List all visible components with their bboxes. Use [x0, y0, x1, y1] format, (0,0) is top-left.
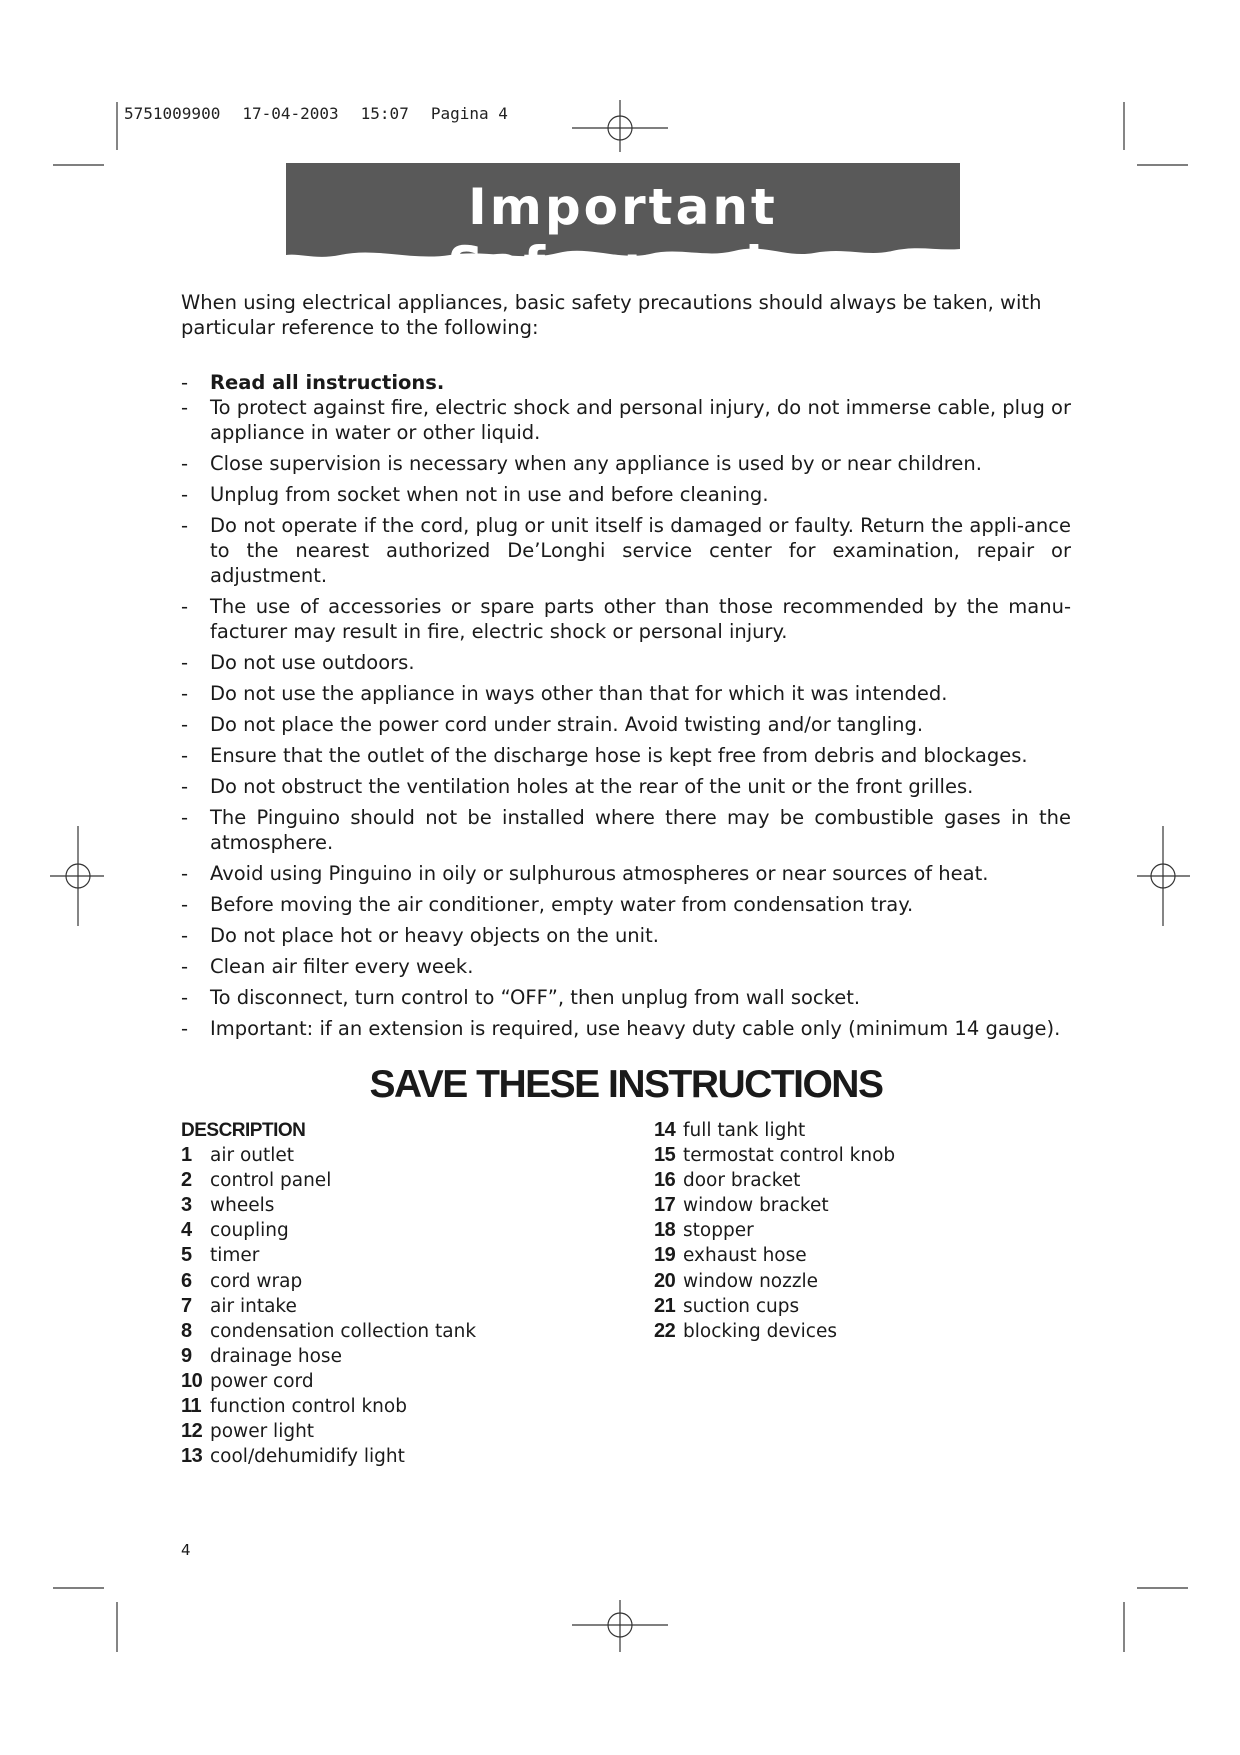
safeguard-text: Close supervision is necessary when any appliance is used by or near children. [210, 452, 982, 475]
description-item-number: 2 [181, 1169, 192, 1192]
safeguard-item [181, 395, 1071, 445]
description-item [181, 1243, 621, 1268]
description-item-number: 19 [654, 1244, 676, 1267]
description-item [181, 1344, 621, 1369]
safeguard-item [181, 954, 1071, 979]
description-item-label: control panel [210, 1170, 332, 1192]
safeguard-item [181, 892, 1071, 917]
description-item-number: 17 [654, 1194, 676, 1217]
description-item-number: 3 [181, 1194, 192, 1217]
bullet-dash: - [181, 713, 189, 736]
safeguard-item [181, 861, 1071, 886]
page-number: 4 [181, 1541, 191, 1559]
safeguard-text: Do not place the power cord under strain. Avoid twisting and/or tangling. [210, 713, 924, 736]
description-item [181, 1269, 621, 1294]
description-item-number: 10 [181, 1369, 203, 1392]
description-item-number: 12 [181, 1420, 203, 1443]
description-item-label: door bracket [683, 1170, 801, 1192]
print-date: 17-04-2003 [242, 104, 339, 123]
bullet-dash: - [181, 924, 189, 947]
bullet-dash: - [181, 955, 189, 978]
description-item-number: 1 [181, 1144, 192, 1167]
bullet-dash: - [181, 775, 189, 798]
description-item [181, 1319, 621, 1344]
print-page-label: Pagina 4 [430, 104, 508, 123]
description-item [654, 1143, 1094, 1168]
bullet-dash: - [181, 651, 189, 674]
description-item-number: 4 [181, 1219, 192, 1242]
description-item-label: stopper [683, 1220, 754, 1242]
description-item [654, 1218, 1094, 1243]
job-code: 5751009900 [124, 104, 221, 123]
safeguard-text: Clean air filter every week. [210, 955, 474, 978]
description-list-right [654, 1118, 1094, 1344]
description-item-label: window bracket [683, 1195, 829, 1217]
description-item [181, 1218, 621, 1243]
save-instructions-heading: SAVE THESE INSTRUCTIONS [369, 1063, 883, 1106]
safeguards-list [181, 370, 1071, 1047]
safeguard-text: Do not obstruct the ventilation holes at the rear of the unit or the front grilles. [210, 775, 974, 798]
description-item [654, 1319, 1094, 1344]
description-item [654, 1168, 1094, 1193]
description-item [181, 1168, 621, 1193]
description-item-number: 8 [181, 1319, 192, 1342]
print-slug [124, 104, 530, 123]
bullet-dash: - [181, 682, 189, 705]
description-item [181, 1394, 621, 1419]
description-item [654, 1118, 1094, 1143]
bullet-dash: - [181, 396, 189, 419]
bullet-dash: - [181, 514, 189, 537]
safeguard-item [181, 650, 1071, 675]
description-item-number: 15 [654, 1144, 676, 1167]
safeguard-item [181, 774, 1071, 799]
description-item-number: 6 [181, 1269, 192, 1292]
safeguard-item [181, 923, 1071, 948]
safeguard-item [181, 681, 1071, 706]
description-item-label: power cord [210, 1370, 314, 1392]
description-list-left [181, 1143, 621, 1469]
description-item-label: drainage hose [210, 1345, 342, 1367]
safeguard-item [181, 370, 1071, 395]
print-time: 15:07 [360, 104, 409, 123]
safeguard-text: Important: if an extension is required, use heavy duty cable only (minimum 14 gauge). [210, 1017, 1061, 1040]
bullet-dash: - [181, 986, 189, 1009]
safeguard-text: Before moving the air conditioner, empty water from condensation tray. [210, 893, 914, 916]
safeguard-text: Do not use the appliance in ways other than that for which it was intended. [210, 682, 948, 705]
description-item-label: power light [210, 1421, 315, 1443]
safeguard-item [181, 451, 1071, 476]
safeguard-item [181, 594, 1071, 644]
description-item-label: exhaust hose [683, 1245, 807, 1267]
description-item [654, 1294, 1094, 1319]
safeguard-item [181, 712, 1071, 737]
safeguard-text: Unplug from socket when not in use and before cleaning. [210, 483, 769, 506]
safeguard-item [181, 805, 1071, 855]
bullet-dash: - [181, 371, 189, 394]
description-item-label: coupling [210, 1220, 289, 1242]
safeguard-item [181, 1016, 1071, 1041]
safeguard-text: Ensure that the outlet of the discharge hose is kept free from debris and blockages. [210, 744, 1028, 767]
safeguard-text: Do not place hot or heavy objects on the unit. [210, 924, 659, 947]
description-item-number: 13 [181, 1445, 203, 1468]
safeguard-item [181, 513, 1071, 588]
description-heading: DESCRIPTION [181, 1120, 306, 1141]
description-item-label: timer [210, 1245, 260, 1267]
bullet-dash: - [181, 452, 189, 475]
safeguard-item [181, 482, 1071, 507]
safeguard-text: Do not operate if the cord, plug or unit itself is damaged or faulty. Return the appli-ance to the nearest authorized De’Longhi service center for examination, repair or adjustment. [210, 514, 1071, 587]
description-item-label: cord wrap [210, 1270, 303, 1292]
safeguard-item [181, 743, 1071, 768]
safeguard-text: The use of accessories or spare parts other than those recommended by the manu-facturer may result in fire, electric shock or personal injury. [210, 595, 1071, 643]
description-item [654, 1193, 1094, 1218]
safeguard-text: Do not use outdoors. [210, 651, 415, 674]
description-item-label: suction cups [683, 1295, 800, 1317]
description-item-number: 21 [654, 1294, 676, 1317]
description-item-number: 9 [181, 1344, 192, 1367]
description-item-label: condensation collection tank [210, 1320, 477, 1342]
description-item-number: 5 [181, 1244, 192, 1267]
description-item-label: blocking devices [683, 1320, 837, 1342]
bullet-dash: - [181, 744, 189, 767]
safeguard-text: Avoid using Pinguino in oily or sulphurous atmospheres or near sources of heat. [210, 862, 989, 885]
description-column-right [654, 1118, 1094, 1344]
description-item [181, 1444, 621, 1469]
description-item-number: 20 [654, 1269, 676, 1292]
description-item [181, 1369, 621, 1394]
intro-paragraph: When using electrical appliances, basic safety precautions should always be taken, with particular reference to the following: [181, 291, 1042, 339]
description-item-label: air intake [210, 1295, 297, 1317]
description-item-number: 18 [654, 1219, 676, 1242]
bullet-dash: - [181, 893, 189, 916]
description-item-label: termostat control knob [683, 1145, 896, 1167]
page-title: Important Safeguards [447, 178, 799, 294]
description-item-number: 14 [654, 1119, 676, 1141]
description-item-label: full tank light [683, 1120, 806, 1141]
safeguard-text: The Pinguino should not be installed where there may be combustible gases in the atmosphere. [210, 806, 1071, 854]
bullet-dash: - [181, 595, 189, 618]
description-item-number: 22 [654, 1319, 676, 1342]
description-item-label: air outlet [210, 1145, 295, 1167]
description-item-number: 16 [654, 1169, 676, 1192]
description-item [654, 1243, 1094, 1268]
description-item-label: window nozzle [683, 1270, 819, 1292]
description-item [181, 1294, 621, 1319]
safeguard-text: To disconnect, turn control to “OFF”, then unplug from wall socket. [210, 986, 861, 1009]
description-item-label: cool/dehumidify light [210, 1446, 405, 1468]
description-item-label: wheels [210, 1195, 275, 1217]
description-item [181, 1419, 621, 1444]
description-column-left [181, 1118, 621, 1469]
bullet-dash: - [181, 862, 189, 885]
bullet-dash: - [181, 806, 189, 829]
safeguard-text: Read all instructions. [210, 371, 445, 394]
bullet-dash: - [181, 1017, 189, 1040]
description-item [654, 1269, 1094, 1294]
description-item [181, 1193, 621, 1218]
description-item-number: 7 [181, 1294, 192, 1317]
description-item-label: function control knob [210, 1396, 407, 1418]
safeguard-item [181, 985, 1071, 1010]
safeguard-text: To protect against fire, electric shock and personal injury, do not immerse cable, plug or appliance in water or other liquid. [210, 396, 1071, 444]
description-item-number: 11 [181, 1395, 202, 1418]
bullet-dash: - [181, 483, 189, 506]
description-item [181, 1143, 621, 1168]
